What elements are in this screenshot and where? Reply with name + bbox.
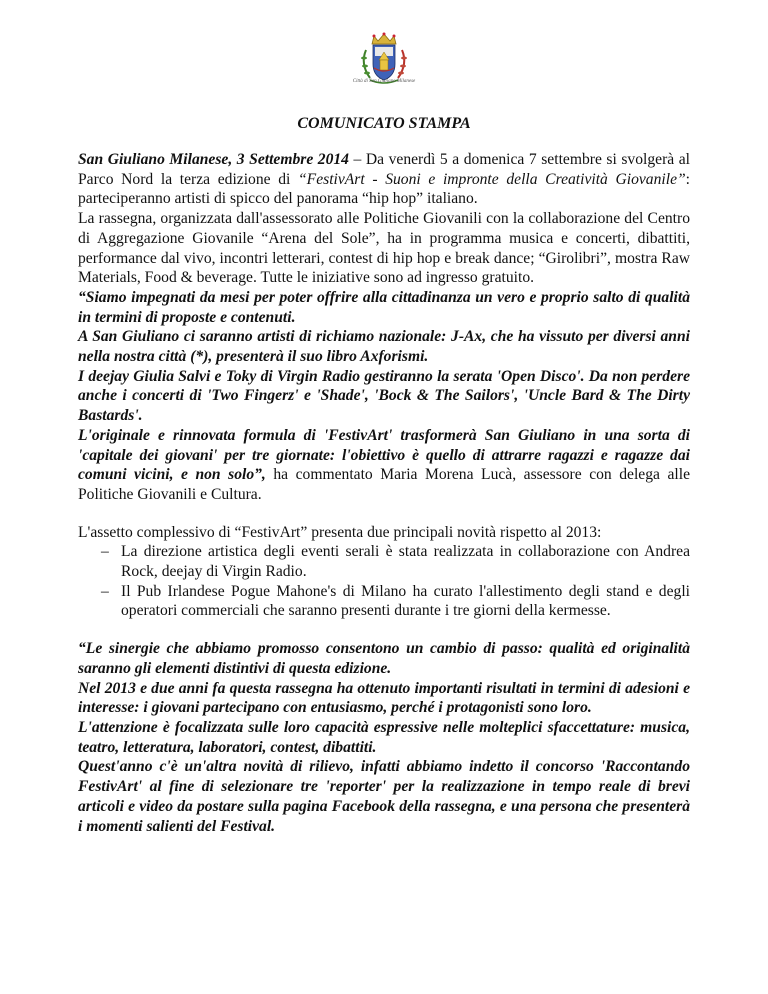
quote1-line1: “Siamo impegnati da mesi per poter offrire alla cittadinanza un vero e proprio salto di qualità in termini di proposte e contenuti.	[78, 288, 690, 326]
quote1-line3: I deejay Giulia Salvi e Toky di Virgin Radio gestiranno la serata 'Open Disco'. Da non perdere anche i concerti di 'Two Fingerz' e 'Shade', 'Bock & The Sailors', 'Uncle Bard & The Dirty Bastards'.	[78, 367, 690, 425]
quote1-line2: A San Giuliano ci saranno artisti di richiamo nazionale: J-Ax, che ha vissuto per diversi anni nella nostra città (*), presenterà il suo libro Axforismi.	[78, 328, 690, 366]
quote1-closing: L'originale e rinnovata formula di 'FestivArt' trasformerà San Giuliano in una sorta di 'capitale dei giovani' per tre giornate: l'obiettivo è quello di attrarre ragazzi e ragazze dai comuni vicini, e non solo”,	[78, 426, 690, 484]
quote1-attribution: ha commentato Maria Morena Lucà, assessore con delega alle Politiche Giovanili e Cultura.	[78, 466, 690, 503]
program-paragraph: La rassegna, organizzata dall'assessorato alle Politiche Giovanili con la collaborazione del Centro di Aggregazione Giovanile “Arena del Sole”, ha in programma musica e concerti, dibattiti, performance dal vivo, incontri letterari, contest di hip hop e break dance; “Girolibri”, mostra Raw Materials, Food & beverage. Tutte le iniziative sono ad ingresso gratuito.	[78, 210, 690, 287]
quote2-line3: L'attenzione è focalizzata sulle loro capacità espressive nelle molteplici sfaccettature: musica, teatro, letteratura, laboratori, contest, dibattiti.	[78, 718, 690, 756]
intro-text-1: – Da venerdì 5 a domenica 7 settembre si svolgerà al Parco Nord la terza edizione di	[78, 151, 690, 188]
quote2-line2: Nel 2013 e due anni fa questa rassegna ha ottenuto importanti risultati in termini di adesioni e interesse: i giovani partecipano con entusiasmo, perché i protagonisti sono loro.	[78, 679, 690, 717]
event-name: “FestivArt - Suoni e impronte della Creatività Giovanile”	[298, 170, 686, 188]
list-item: – La direzione artistica degli eventi serali è stata realizzata in collaborazione con Andrea Rock, deejay di Virgin Radio.	[101, 542, 690, 581]
novelties-list	[78, 542, 690, 621]
intro-paragraph	[78, 150, 690, 209]
document-body	[78, 150, 690, 836]
quote1-line4	[78, 426, 690, 505]
novelties-intro: L'assetto complessivo di “FestivArt” presenta due principali novità rispetto al 2013:	[78, 523, 602, 541]
city-coat-of-arms-logo	[352, 30, 416, 94]
list-item: – Il Pub Irlandese Pogue Mahone's di Milano ha curato l'allestimento degli stand e degli operatori commerciali che saranno presenti durante i tre giorni della kermesse.	[101, 582, 690, 621]
quote2-line1: “Le sinergie che abbiamo promosso consentono un cambio di passo: qualità ed originalità saranno gli elementi distintivi di questa edizione.	[78, 640, 690, 677]
intro-text-2: : parteciperanno artisti di spicco del panorama “hip hop” italiano.	[78, 170, 691, 208]
quote2-line4: Quest'anno c'è un'altra novità di rilievo, infatti abbiamo indetto il concorso 'Raccontando FestivArt' al fine di selezionare tre 'reporter' per la realizzazione in tempo reale di brevi articoli e video da postare sulla pagina Facebook della rassegna, e una persona che presenterà i momenti salienti del Festival.	[78, 758, 690, 835]
dateline: San Giuliano Milanese, 3 Settembre 2014	[78, 151, 349, 168]
document-title: COMUNICATO STAMPA	[297, 115, 471, 132]
logo-caption: Città di San Giuliano Milanese	[352, 79, 416, 84]
